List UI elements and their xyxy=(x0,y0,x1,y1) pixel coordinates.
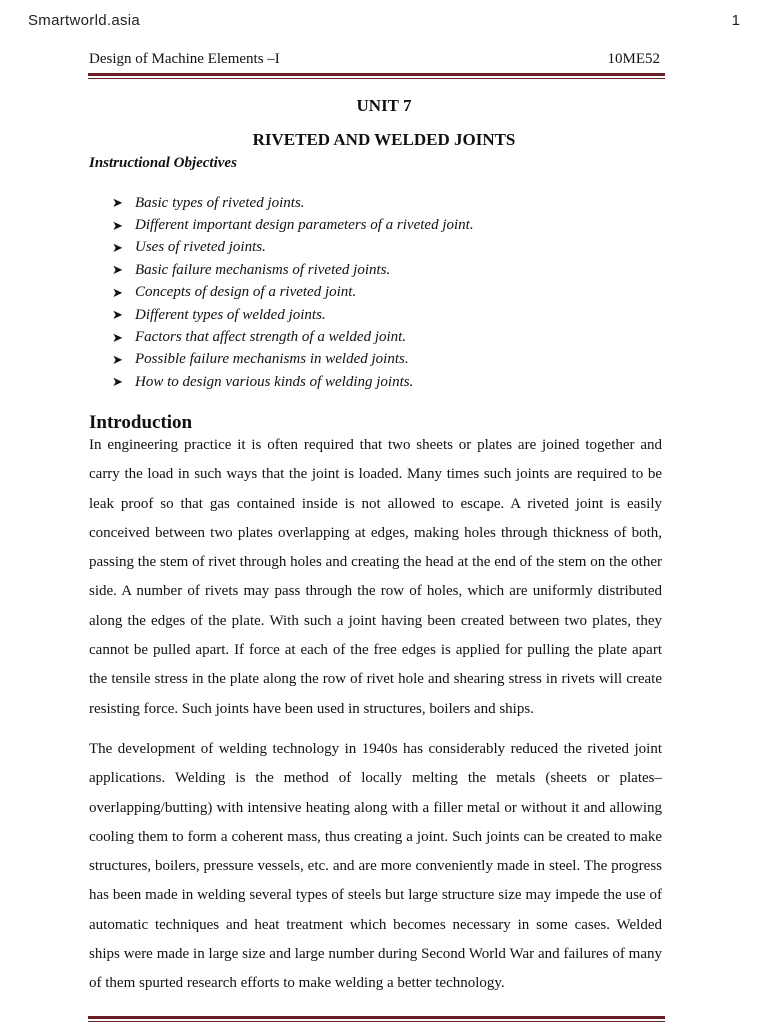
arrow-bullet-icon: ➤ xyxy=(112,374,123,390)
objective-item: ➤ Different types of welded joints. xyxy=(112,306,326,323)
welding-paragraph: The development of welding technology in 1940s has considerably reduced the riveted joint applications. Welding is the method of locally melting the metals (sheets or plates– overlapping/butting) with intensive heating along with a filler metal or without it and allowing cooling them to form a coherent mass, thus creating a joint. Such joints can be created to make structures, boilers, pressure vessels, etc. and are more conveniently made in steel. The progress has been made in welding several types of steels but large structure size may impede the use of automatic techniques and heat treatment which becomes necessary in some cases. Welded ships were made in large size and large number during Second World War and failures of many of them spurted research efforts to make welding a better technology. xyxy=(89,741,662,992)
unit-number: UNIT 7 xyxy=(356,96,412,115)
arrow-bullet-icon: ➤ xyxy=(112,217,123,233)
arrow-bullet-icon: ➤ xyxy=(112,262,123,278)
introduction-paragraph: In engineering practice it is often required that two sheets or plates are joined together and carry the load in such ways that the joint is loaded. Many times such joints are required to be leak proof so that gas contained inside is not allowed to escape. A riveted joint is easily conceived between two plates overlapping at edges, making holes through thickness of both, passing the stem of rivet through holes and creating the head at the end of the stem on the other side. A number of rivets may pass through the row of holes, which are uniformly distributed along the edges of the plate. With such a joint having been created between two plates, they cannot be pulled apart. If force at each of the free edges is applied for pulling the plate apart the tensile stress in the plate along the row of rivet hole and shearing stress in rivets will create resisting force. Such joints have been used in structures, boilers and ships. xyxy=(89,437,662,717)
source-site-label: Smartworld.asia xyxy=(28,12,141,29)
objective-item: ➤ Basic failure mechanisms of riveted joints. xyxy=(112,261,391,278)
arrow-bullet-icon: ➤ xyxy=(112,239,123,255)
objectives-heading: Instructional Objectives xyxy=(89,155,237,171)
course-code: 10ME52 xyxy=(607,51,660,67)
arrow-bullet-icon: ➤ xyxy=(112,195,123,211)
objective-item: ➤ Different important design parameters of a riveted joint. xyxy=(112,217,474,234)
arrow-bullet-icon: ➤ xyxy=(112,307,123,323)
header-rule xyxy=(88,73,665,79)
arrow-bullet-icon: ➤ xyxy=(112,329,123,345)
objective-item: ➤ Concepts of design of a riveted joint. xyxy=(112,284,357,301)
objective-item: ➤ Factors that affect strength of a welded joint. xyxy=(112,329,407,346)
page-number: 1 xyxy=(731,12,740,29)
arrow-bullet-icon: ➤ xyxy=(112,284,123,300)
objectives-list xyxy=(112,192,474,394)
footer-rule xyxy=(88,1016,665,1022)
objective-item: ➤ Possible failure mechanisms in welded joints. xyxy=(112,351,409,368)
objective-item: ➤ Basic types of riveted joints. xyxy=(112,194,305,211)
arrow-bullet-icon: ➤ xyxy=(112,351,123,367)
chapter-title: RIVETED AND WELDED JOINTS xyxy=(252,130,516,149)
objective-item: ➤ How to design various kinds of welding joints. xyxy=(112,373,414,390)
objective-item: ➤ Uses of riveted joints. xyxy=(112,239,266,256)
introduction-heading: Introduction xyxy=(89,412,193,433)
course-title: Design of Machine Elements –I xyxy=(89,51,280,67)
